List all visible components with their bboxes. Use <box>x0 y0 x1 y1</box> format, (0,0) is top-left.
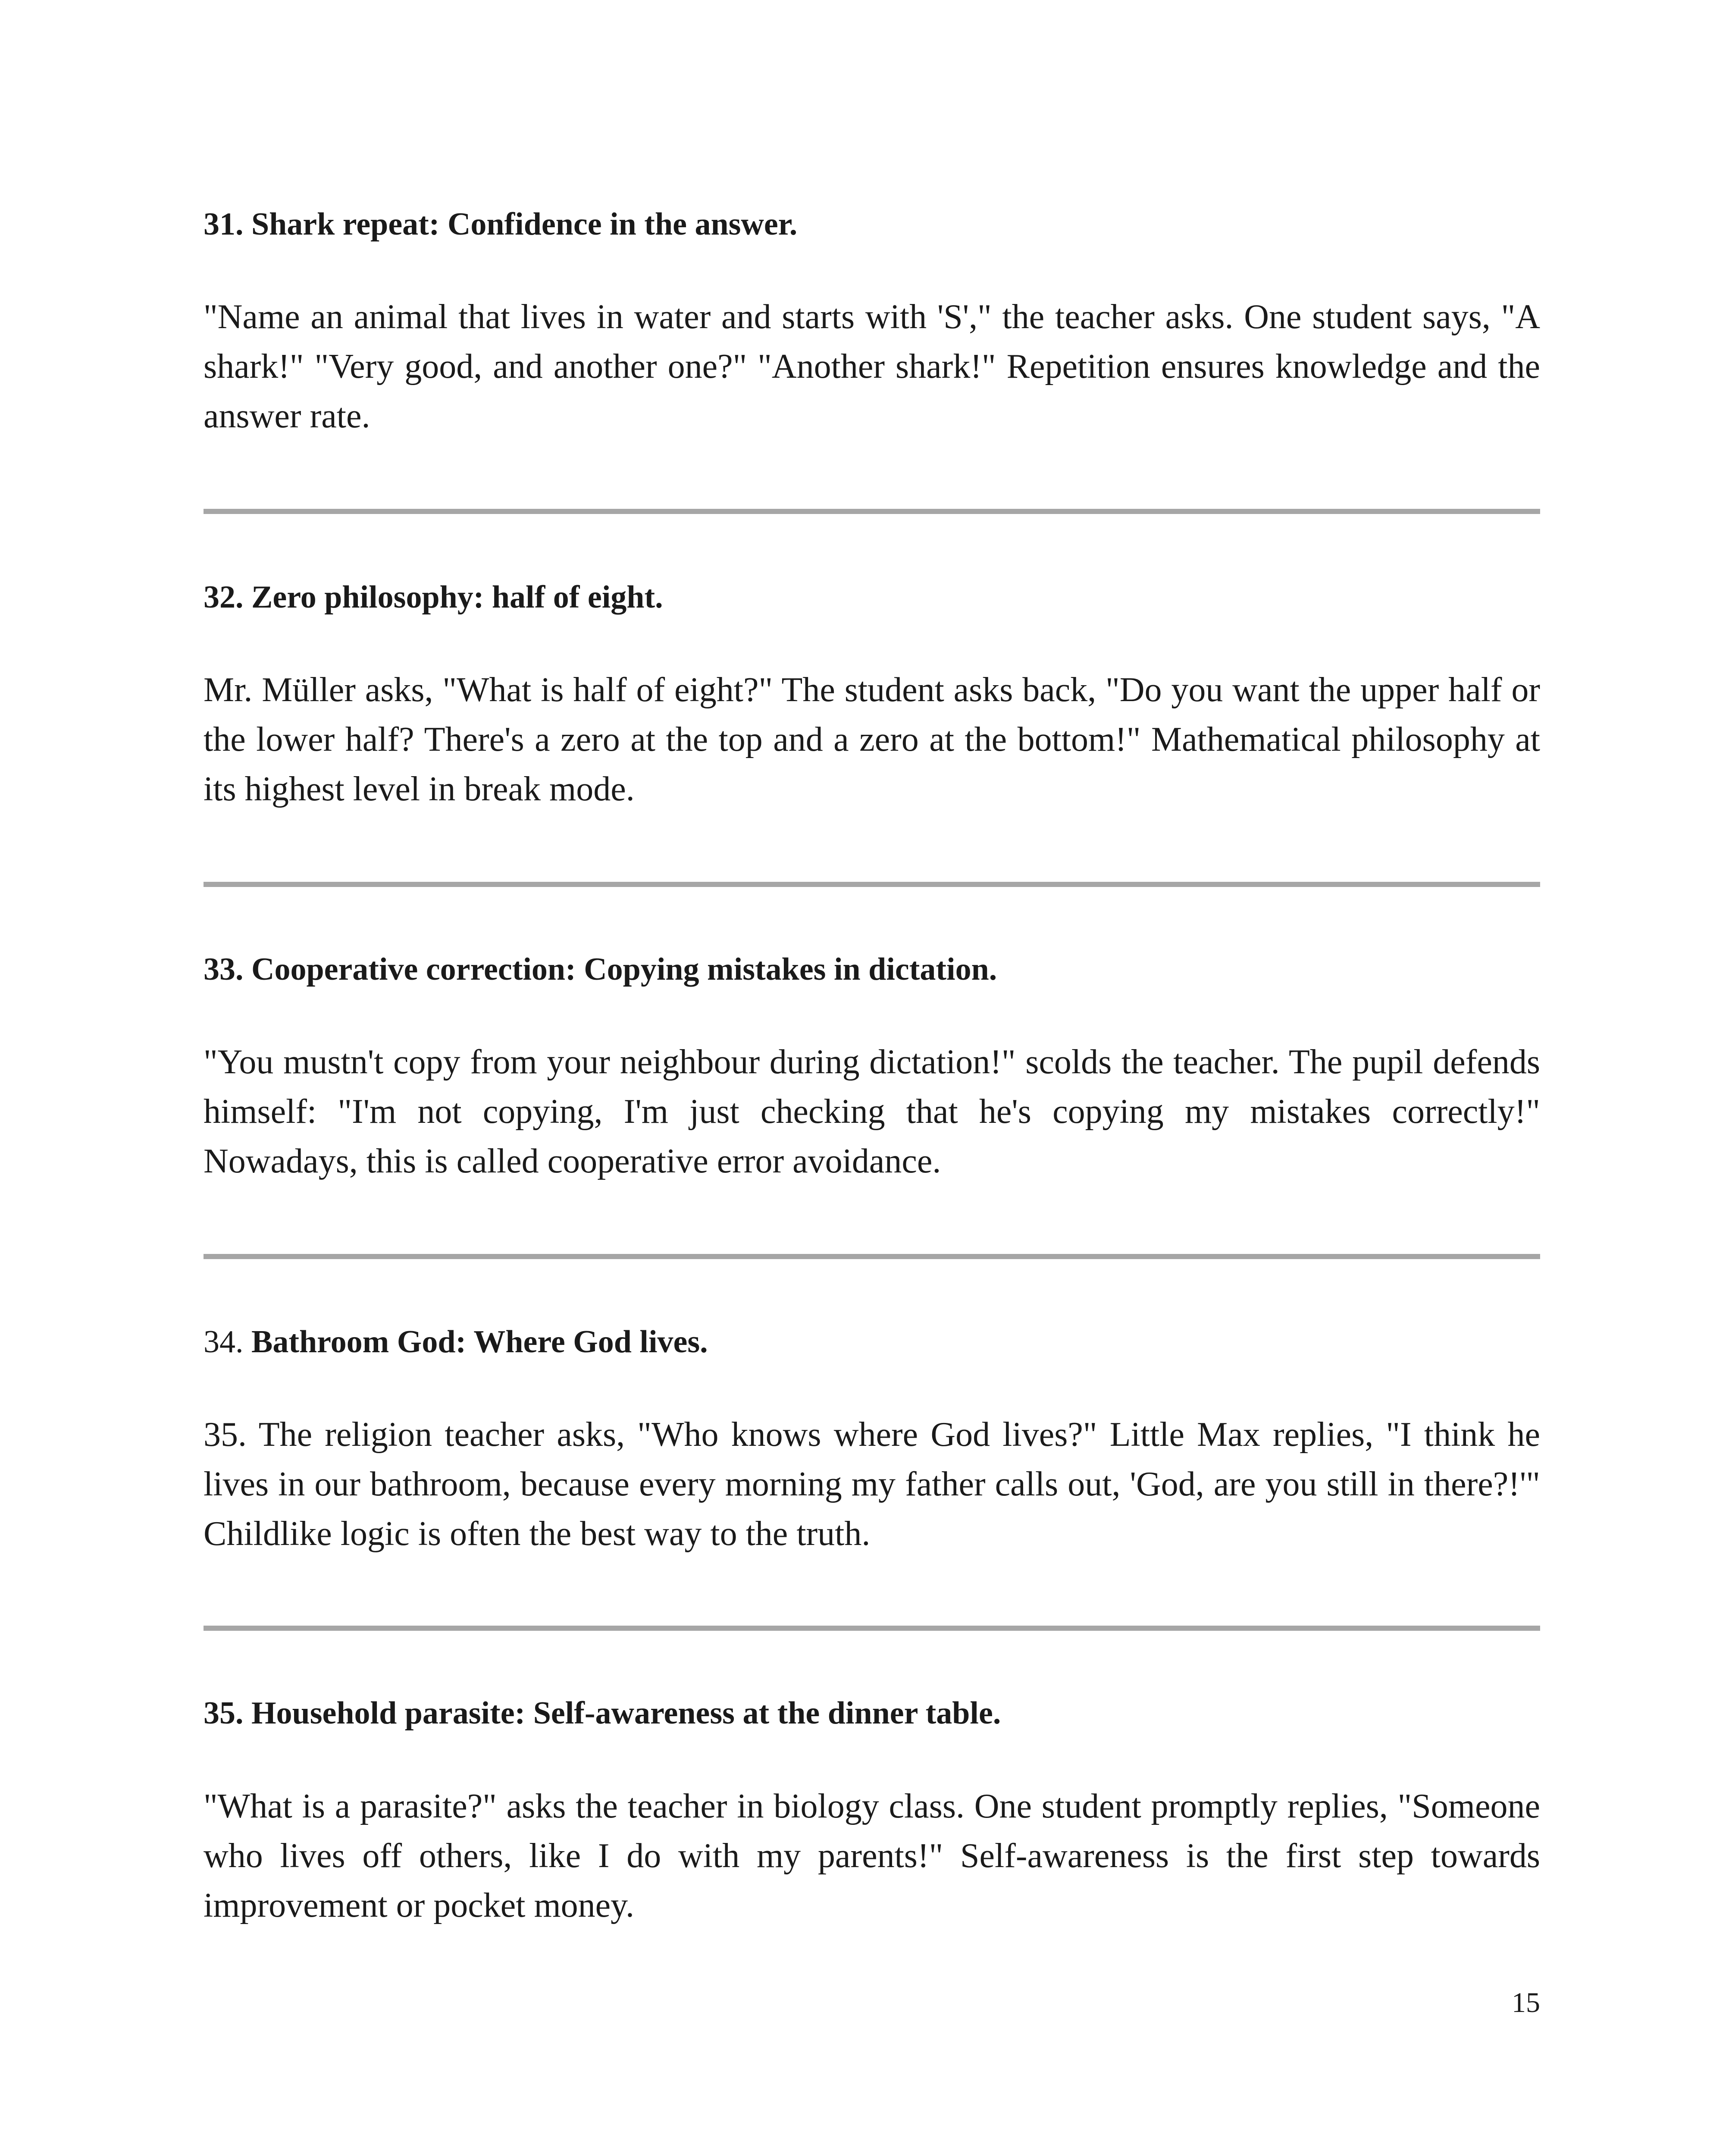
section-34-title: Bathroom God: Where God lives. <box>251 1324 708 1360</box>
section-31-heading: 31. Shark repeat: Confidence in the answer. <box>204 207 798 242</box>
section-33-heading: 33. Cooperative correction: Copying mistakes in dictation. <box>204 952 997 987</box>
section-32-body: Mr. Müller asks, "What is half of eight?" The student asks back, "Do you want the upper half or the lower half? There's a zero at the top and a zero at the bottom!" Mathematical philosophy at its highest level in break mode. <box>204 671 1540 808</box>
section-35-body: "What is a parasite?" asks the teacher in biology class. One student promptly replies, "Someone who lives off others, like I do with my parents!" Self-awareness is the first step towards improvement or pocket money. <box>204 1787 1540 1924</box>
section-34-body: 35. The religion teacher asks, "Who knows where God lives?" Little Max replies, "I think he lives in our bathroom, because every morning my father calls out, 'God, are you still in there?!'" Childlike logic is often the best way to the truth. <box>204 1416 1540 1553</box>
section-divider <box>204 1626 1540 1631</box>
section-divider <box>204 882 1540 887</box>
section-33-body: "You mustn't copy from your neighbour during dictation!" scolds the teacher. The pupil defends himself: "I'm not copying, I'm just checking that he's copying my mistakes correctly!" Nowadays, this is called cooperative error avoidance. <box>204 1043 1540 1180</box>
page-number: 15 <box>1512 1987 1540 2018</box>
section-34-number: 34. <box>204 1324 244 1360</box>
section-31-body: "Name an animal that lives in water and starts with 'S'," the teacher asks. One student says, "A shark!" "Very good, and another one?" "Another shark!" Repetition ensures knowledge and the answer rate. <box>204 298 1540 435</box>
section-divider <box>204 509 1540 514</box>
section-divider <box>204 1254 1540 1259</box>
section-32-heading: 32. Zero philosophy: half of eight. <box>204 580 663 615</box>
section-35-heading: 35. Household parasite: Self-awareness at the dinner table. <box>204 1695 1001 1731</box>
section-34-heading <box>204 1320 1540 1363</box>
